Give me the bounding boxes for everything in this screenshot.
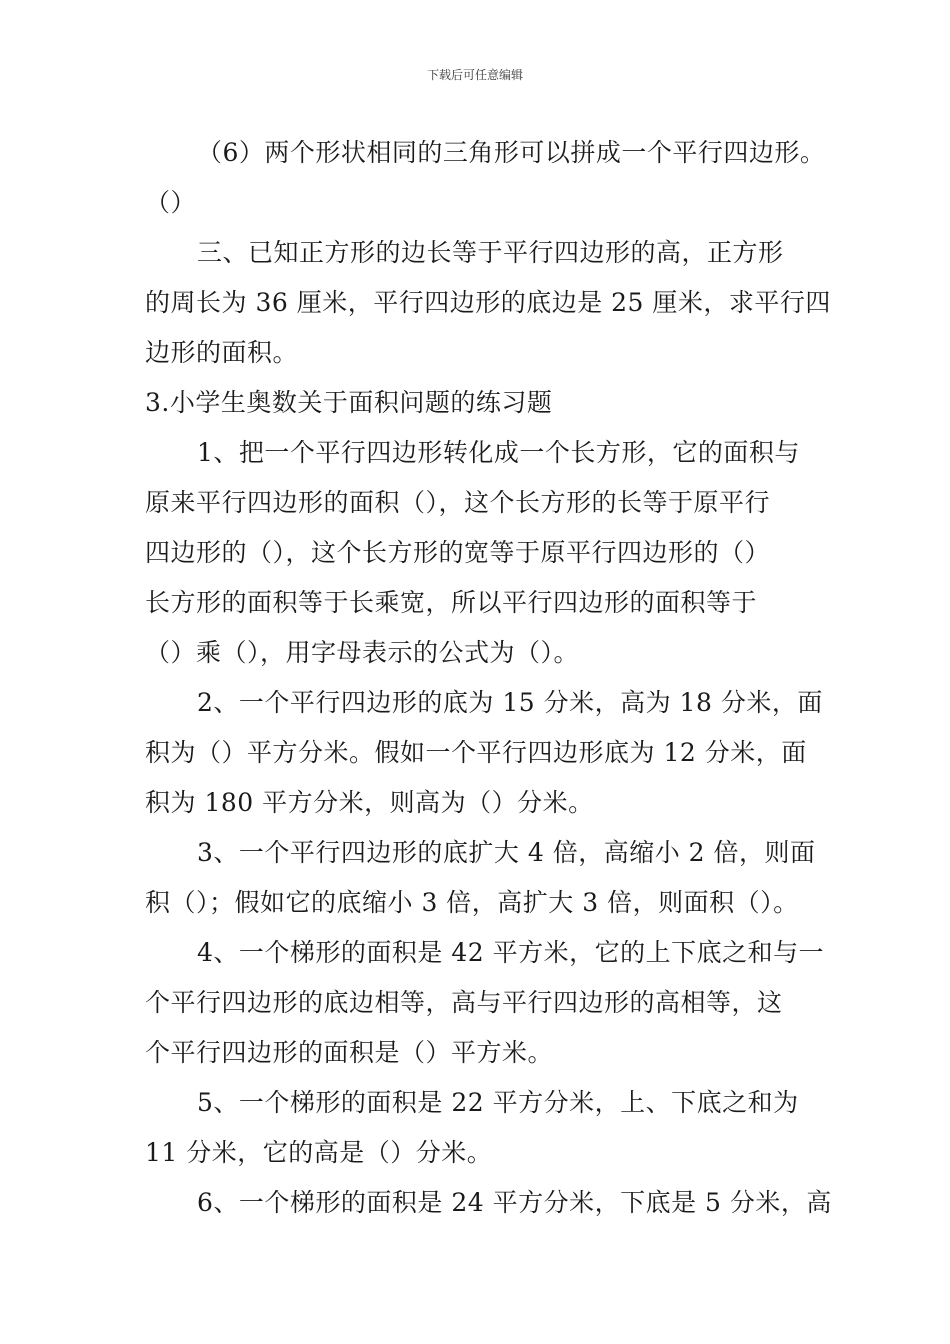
text-line: 原来平行四边形的面积（），这个长方形的长等于原平行	[145, 488, 771, 517]
text-line: 6、一个梯形的面积是 24 平方分米，下底是 5 分米，高	[197, 1188, 832, 1217]
page-header: 下载后可任意编辑	[426, 68, 523, 82]
text-line: 2、一个平行四边形的底为 15 分米，高为 18 分米，面	[197, 688, 823, 717]
text-line: 11 分米，它的高是（）分米。	[145, 1138, 493, 1167]
text-line: 积为（）平方分米。假如一个平行四边形底为 12 分米，面	[145, 738, 807, 767]
text-line: 四边形的（），这个长方形的宽等于原平行四边形的（）	[145, 538, 771, 567]
text-line: 的周长为 36 厘米，平行四边形的底边是 25 厘米，求平行四	[145, 288, 831, 317]
text-line: （6）两个形状相同的三角形可以拼成一个平行四边形。	[197, 138, 826, 167]
text-line: 5、一个梯形的面积是 22 平方分米，上、下底之和为	[197, 1088, 799, 1117]
text-line: 长方形的面积等于长乘宽，所以平行四边形的面积等于	[145, 588, 758, 617]
text-line: 边形的面积。	[145, 338, 299, 367]
text-line: 个平行四边形的底边相等，高与平行四边形的高相等，这	[145, 988, 783, 1017]
text-line: 积为 180 平方分米，则高为（）分米。	[145, 788, 594, 817]
text-line: 1、把一个平行四边形转化成一个长方形，它的面积与	[197, 438, 800, 467]
text-line: 积（）；假如它的底缩小 3 倍，高扩大 3 倍，则面积（）。	[145, 888, 799, 917]
text-line: （）乘（），用字母表示的公式为（）。	[145, 638, 580, 667]
text-line: 三、已知正方形的边长等于平行四边形的高，正方形	[197, 238, 784, 267]
text-line: 4、一个梯形的面积是 42 平方米，它的上下底之和与一	[197, 938, 825, 967]
document-body	[145, 128, 832, 1228]
text-line: （）	[145, 188, 197, 217]
section-heading: 3.小学生奥数关于面积问题的练习题	[145, 388, 553, 417]
text-line: 个平行四边形的面积是（）平方米。	[145, 1038, 554, 1067]
text-line: 3、一个平行四边形的底扩大 4 倍，高缩小 2 倍，则面	[197, 838, 816, 867]
